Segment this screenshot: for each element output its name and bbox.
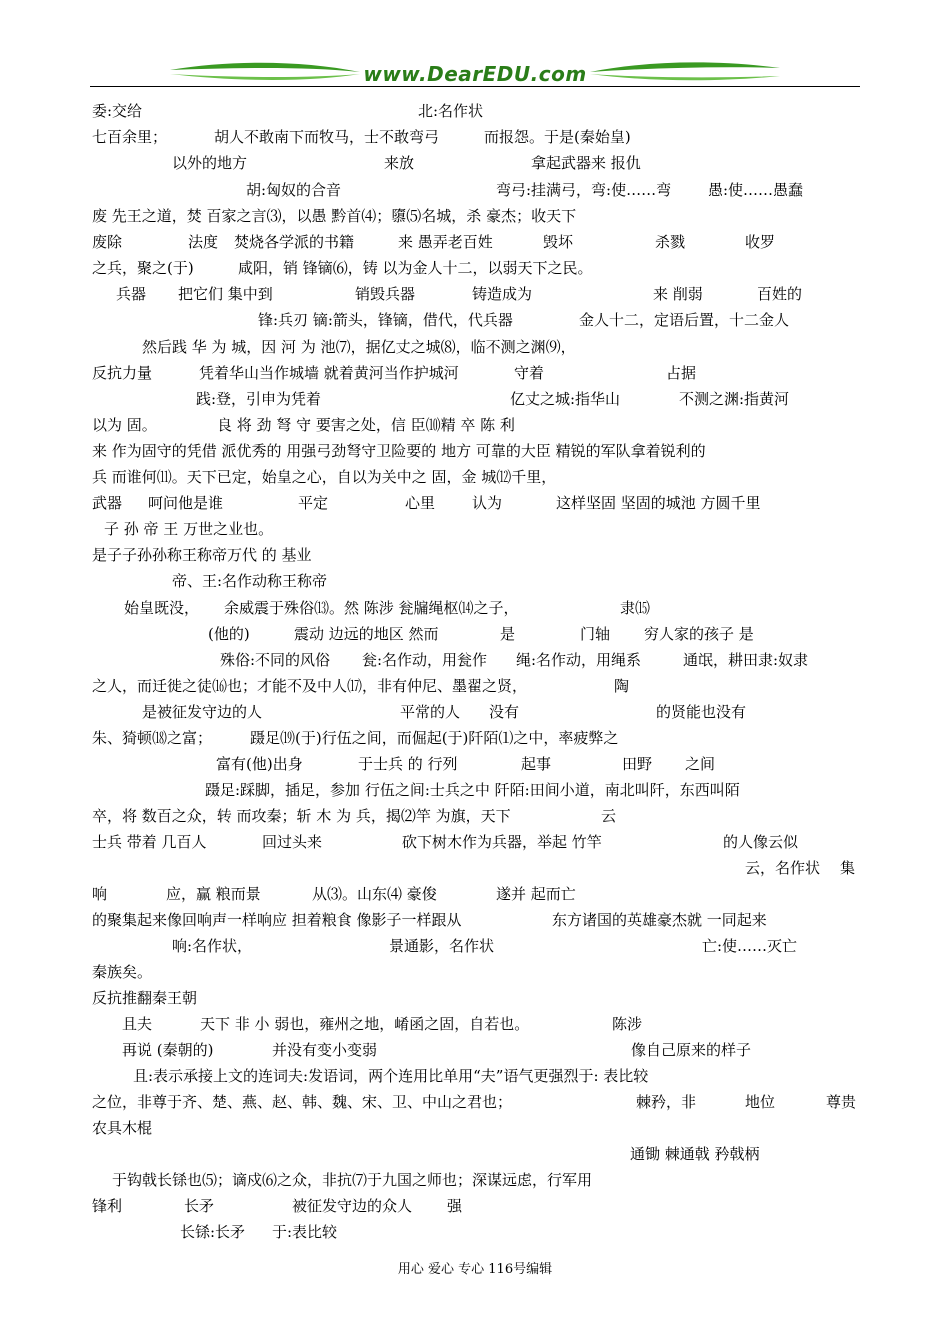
text-segment: 长铩:长矛 xyxy=(180,1223,246,1241)
text-segment: 像自己原来的样子 xyxy=(631,1041,752,1059)
text-segment: 守着 xyxy=(514,364,545,382)
text-line xyxy=(0,624,950,644)
text-line xyxy=(0,206,950,226)
text-segment: 良 将 劲 弩 守 要害之处，信 臣⑽精 卒 陈 利 xyxy=(217,416,515,434)
text-segment: 反抗推翻秦王朝 xyxy=(92,989,198,1007)
text-segment: 绳:名作动，用绳系 xyxy=(516,651,642,669)
text-segment: 陈涉 xyxy=(612,1015,643,1033)
text-segment: 砍下树木作为兵器，举起 竹竿 xyxy=(402,833,602,851)
text-segment: 天下 非 小 弱也，雍州之地，崤函之固，自若也。 xyxy=(200,1015,530,1033)
text-segment: 于钩戟长铩也⑸；谪戍⑹之众，非抗⑺于九国之师也；深谋远虑，行军用 xyxy=(112,1171,593,1189)
text-segment: 卒，将 数百之众，转 而攻秦；斩 木 为 兵，揭⑵竿 为旗，天下 xyxy=(92,807,511,825)
text-line xyxy=(0,676,950,696)
text-line xyxy=(0,258,950,278)
text-segment: 之间 xyxy=(685,755,716,773)
text-segment: 锋:兵刃 镝:箭头，锋镝，借代，代兵器 xyxy=(258,311,513,329)
text-segment: 瓮:名作动，用瓮作 xyxy=(362,651,488,669)
text-segment: 被征发守边的众人 xyxy=(292,1197,413,1215)
page-footer: 用心 爱心 专心 116号编辑 xyxy=(397,1262,553,1277)
text-segment: 富有(他)出身 xyxy=(216,755,303,773)
text-segment: 而报怨。于是(秦始皇) xyxy=(484,128,631,146)
text-segment: 田野 xyxy=(622,755,653,773)
text-segment: 从⑶。山东⑷ 豪俊 xyxy=(312,885,437,903)
text-segment: 是被征发守边的人 xyxy=(142,703,263,721)
text-segment: 通氓，耕田隶:奴隶 xyxy=(683,651,809,669)
text-segment: 凭着华山当作城墙 就着黄河当作护城河 xyxy=(199,364,459,382)
text-segment: 云 xyxy=(601,807,617,825)
text-segment: 回过头来 xyxy=(262,833,323,851)
text-segment: 尊贵 xyxy=(826,1093,857,1111)
text-segment: 来 作为固守的凭借 派优秀的 用强弓劲弩守卫险要的 地方 可靠的大臣 精锐的军队拿着锐利的 xyxy=(92,442,706,460)
text-segment: 于士兵 的 行列 xyxy=(358,755,458,773)
text-segment: 来放 xyxy=(384,154,415,172)
text-segment: 咸阳，销 锋镝⑹，铸 以为金人十二，以弱天下之民。 xyxy=(238,259,593,277)
text-line xyxy=(0,415,950,435)
text-segment: 兵 而谁何⑾。天下已定，始皇之心，自以为关中之 固，金 城⑿千里， xyxy=(92,468,557,486)
text-segment: 应，赢 粮而景 xyxy=(166,885,261,903)
text-segment: 响 xyxy=(92,885,108,903)
text-segment: 心里 xyxy=(405,494,436,512)
text-segment: 铸造成为 xyxy=(472,285,533,303)
text-segment: 陶 xyxy=(614,677,630,695)
text-segment: 蹑足⒆(于)行伍之间，而倔起(于)阡陌⑴之中，率疲弊之 xyxy=(250,729,619,747)
text-segment: 把它们 集中到 xyxy=(178,285,273,303)
text-segment: 并没有变小变弱 xyxy=(272,1041,378,1059)
text-line xyxy=(0,832,950,852)
text-line xyxy=(0,806,950,826)
text-segment: 秦族矣。 xyxy=(92,963,153,981)
text-segment: 以外的地方 xyxy=(172,154,248,172)
text-segment: 集 xyxy=(840,859,856,877)
text-segment: 门轴 xyxy=(580,625,611,643)
text-segment: 通锄 棘通戟 矜戟柄 xyxy=(630,1145,760,1163)
text-segment: 拿起武器来 报仇 xyxy=(531,154,641,172)
text-line xyxy=(0,1118,950,1138)
text-segment: 余威震于殊俗⒀。然 陈涉 瓮牖绳枢⒁之子， xyxy=(224,599,519,617)
text-segment: 且夫 xyxy=(122,1015,153,1033)
text-line xyxy=(0,910,950,930)
text-segment: 殊俗:不同的风俗 xyxy=(220,651,331,669)
text-segment: 的人像云似 xyxy=(723,833,799,851)
text-segment: 长矛 xyxy=(184,1197,215,1215)
text-line xyxy=(0,363,950,383)
text-segment: (他的) xyxy=(208,625,250,643)
text-line xyxy=(0,962,950,982)
text-segment: 朱、猗顿⒅之富； xyxy=(92,729,213,747)
text-segment: 的贤能也没有 xyxy=(656,703,747,721)
text-line xyxy=(0,284,950,304)
text-line xyxy=(0,571,950,591)
text-segment: 亡:使……灭亡 xyxy=(702,937,798,955)
text-line xyxy=(0,884,950,904)
text-segment: 占据 xyxy=(666,364,697,382)
text-segment: 于:表比较 xyxy=(272,1223,338,1241)
text-segment: 反抗力量 xyxy=(92,364,153,382)
text-segment: 北:名作状 xyxy=(418,102,484,120)
text-segment: 平常的人 xyxy=(400,703,461,721)
text-segment: 金人十二，定语后置，十二金人 xyxy=(579,311,790,329)
text-line xyxy=(0,101,950,121)
text-segment: 始皇既没， xyxy=(124,599,200,617)
text-segment: 农具木棍 xyxy=(92,1119,153,1137)
text-line xyxy=(0,598,950,618)
text-line xyxy=(0,519,950,539)
text-line xyxy=(0,1040,950,1060)
text-segment: 亿丈之城:指华山 xyxy=(510,390,621,408)
text-line xyxy=(0,650,950,670)
text-segment: 来 削弱 xyxy=(653,285,703,303)
text-segment: 震动 边远的地区 然而 xyxy=(294,625,439,643)
text-segment: 是子子孙孙称王称帝万代 的 基业 xyxy=(92,546,312,564)
text-line xyxy=(0,337,950,357)
text-segment: 弯弓:挂满弓，弯:使……弯 xyxy=(496,181,672,199)
text-line xyxy=(0,858,950,878)
text-segment: 再说 (秦朝的) xyxy=(122,1041,214,1059)
text-segment: 胡人不敢南下而牧马，士不敢弯弓 xyxy=(214,128,440,146)
text-line xyxy=(0,936,950,956)
text-segment: 没有 xyxy=(489,703,520,721)
text-segment: 杀戮 xyxy=(655,233,686,251)
text-line xyxy=(0,127,950,147)
text-line xyxy=(0,389,950,409)
text-segment: 云，名作状 xyxy=(745,859,821,877)
text-line xyxy=(0,310,950,330)
text-segment: 收罗 xyxy=(745,233,776,251)
text-line xyxy=(0,728,950,748)
text-line xyxy=(0,180,950,200)
text-line xyxy=(0,988,950,1008)
text-segment: 然后践 华 为 城，因 河 为 池⑺，据亿丈之城⑻，临不测之渊⑼， xyxy=(142,338,576,356)
text-segment: 这样坚固 坚固的城池 方圆千里 xyxy=(556,494,761,512)
text-segment: 帝、王:名作动称王称帝 xyxy=(172,572,328,590)
text-segment: 蹑足:踩脚，插足，参加 行伍之间:士兵之中 阡陌:田间小道，南北叫阡，东西叫陌 xyxy=(205,781,740,799)
text-line xyxy=(0,1066,950,1086)
text-line xyxy=(0,1092,950,1112)
text-segment: 子 孙 帝 王 万世之业也。 xyxy=(104,520,274,538)
text-segment: 士兵 带着 几百人 xyxy=(92,833,207,851)
text-segment: 焚烧各学派的书籍 xyxy=(234,233,355,251)
text-line xyxy=(0,232,950,252)
text-segment: 且:表示承接上文的连词夫:发语词，两个连用比单用“夫”语气更强烈于: 表比较 xyxy=(133,1067,649,1085)
text-segment: 以为 固。 xyxy=(92,416,157,434)
text-segment: 胡:匈奴的合音 xyxy=(246,181,342,199)
text-segment: 起事 xyxy=(521,755,552,773)
text-segment: 百姓的 xyxy=(757,285,803,303)
text-segment: 之位，非尊于齐、楚、燕、赵、韩、魏、宋、卫、中山之君也； xyxy=(92,1093,513,1111)
text-segment: 响:名作状， xyxy=(172,937,253,955)
text-segment: 销毁兵器 xyxy=(355,285,416,303)
text-line xyxy=(0,153,950,173)
text-segment: 地位 xyxy=(745,1093,776,1111)
text-segment: 景通影，名作状 xyxy=(389,937,495,955)
text-segment: 呵问他是谁 xyxy=(148,494,224,512)
text-segment: 认为 xyxy=(472,494,503,512)
text-line xyxy=(0,493,950,513)
text-line xyxy=(0,702,950,722)
text-segment: 毁坏 xyxy=(543,233,574,251)
text-segment: 法度 xyxy=(188,233,219,251)
text-segment: 愚:使……愚蠢 xyxy=(708,181,804,199)
text-segment: 东方诸国的英雄豪杰就 一同起来 xyxy=(552,911,767,929)
header-rule xyxy=(90,86,860,87)
text-segment: 七百余里； xyxy=(92,128,168,146)
text-segment: 废除 xyxy=(92,233,123,251)
text-segment: 之人，而迁徙之徒⒃也；才能不及中人⒄，非有仲尼、墨翟之贤， xyxy=(92,677,528,695)
text-segment: 穷人家的孩子 是 xyxy=(644,625,754,643)
text-segment: 棘矜，非 xyxy=(636,1093,697,1111)
text-line xyxy=(0,754,950,774)
text-segment: 平定 xyxy=(298,494,329,512)
text-segment: 锋利 xyxy=(92,1197,123,1215)
text-line xyxy=(0,1014,950,1034)
text-segment: 来 愚弄老百姓 xyxy=(398,233,493,251)
text-segment: 之兵，聚之(于) xyxy=(92,259,194,277)
text-segment: 遂并 起而亡 xyxy=(496,885,576,903)
text-segment: 的聚集起来像回响声一样响应 担着粮食 像影子一样跟从 xyxy=(92,911,462,929)
text-segment: 废 先王之道，焚 百家之言⑶，以愚 黔首⑷；隳⑸名城，杀 豪杰；收天下 xyxy=(92,207,577,225)
text-segment: 是 xyxy=(500,625,516,643)
text-line xyxy=(0,467,950,487)
text-line xyxy=(0,441,950,461)
text-segment: 不测之渊:指黄河 xyxy=(679,390,790,408)
text-segment: 委:交给 xyxy=(92,102,143,120)
text-line xyxy=(0,780,950,800)
text-segment: 践:登，引申为凭着 xyxy=(196,390,322,408)
text-line xyxy=(0,1170,950,1190)
text-segment: 兵器 xyxy=(116,285,147,303)
text-segment: 武器 xyxy=(92,494,123,512)
text-segment: 隶⒂ xyxy=(620,599,651,617)
text-line xyxy=(0,1144,950,1164)
site-logo-text[interactable]: www.DearEDU.com xyxy=(363,62,587,86)
text-segment: 强 xyxy=(447,1197,463,1215)
text-line xyxy=(0,1196,950,1216)
text-line xyxy=(0,545,950,565)
text-line xyxy=(0,1222,950,1242)
